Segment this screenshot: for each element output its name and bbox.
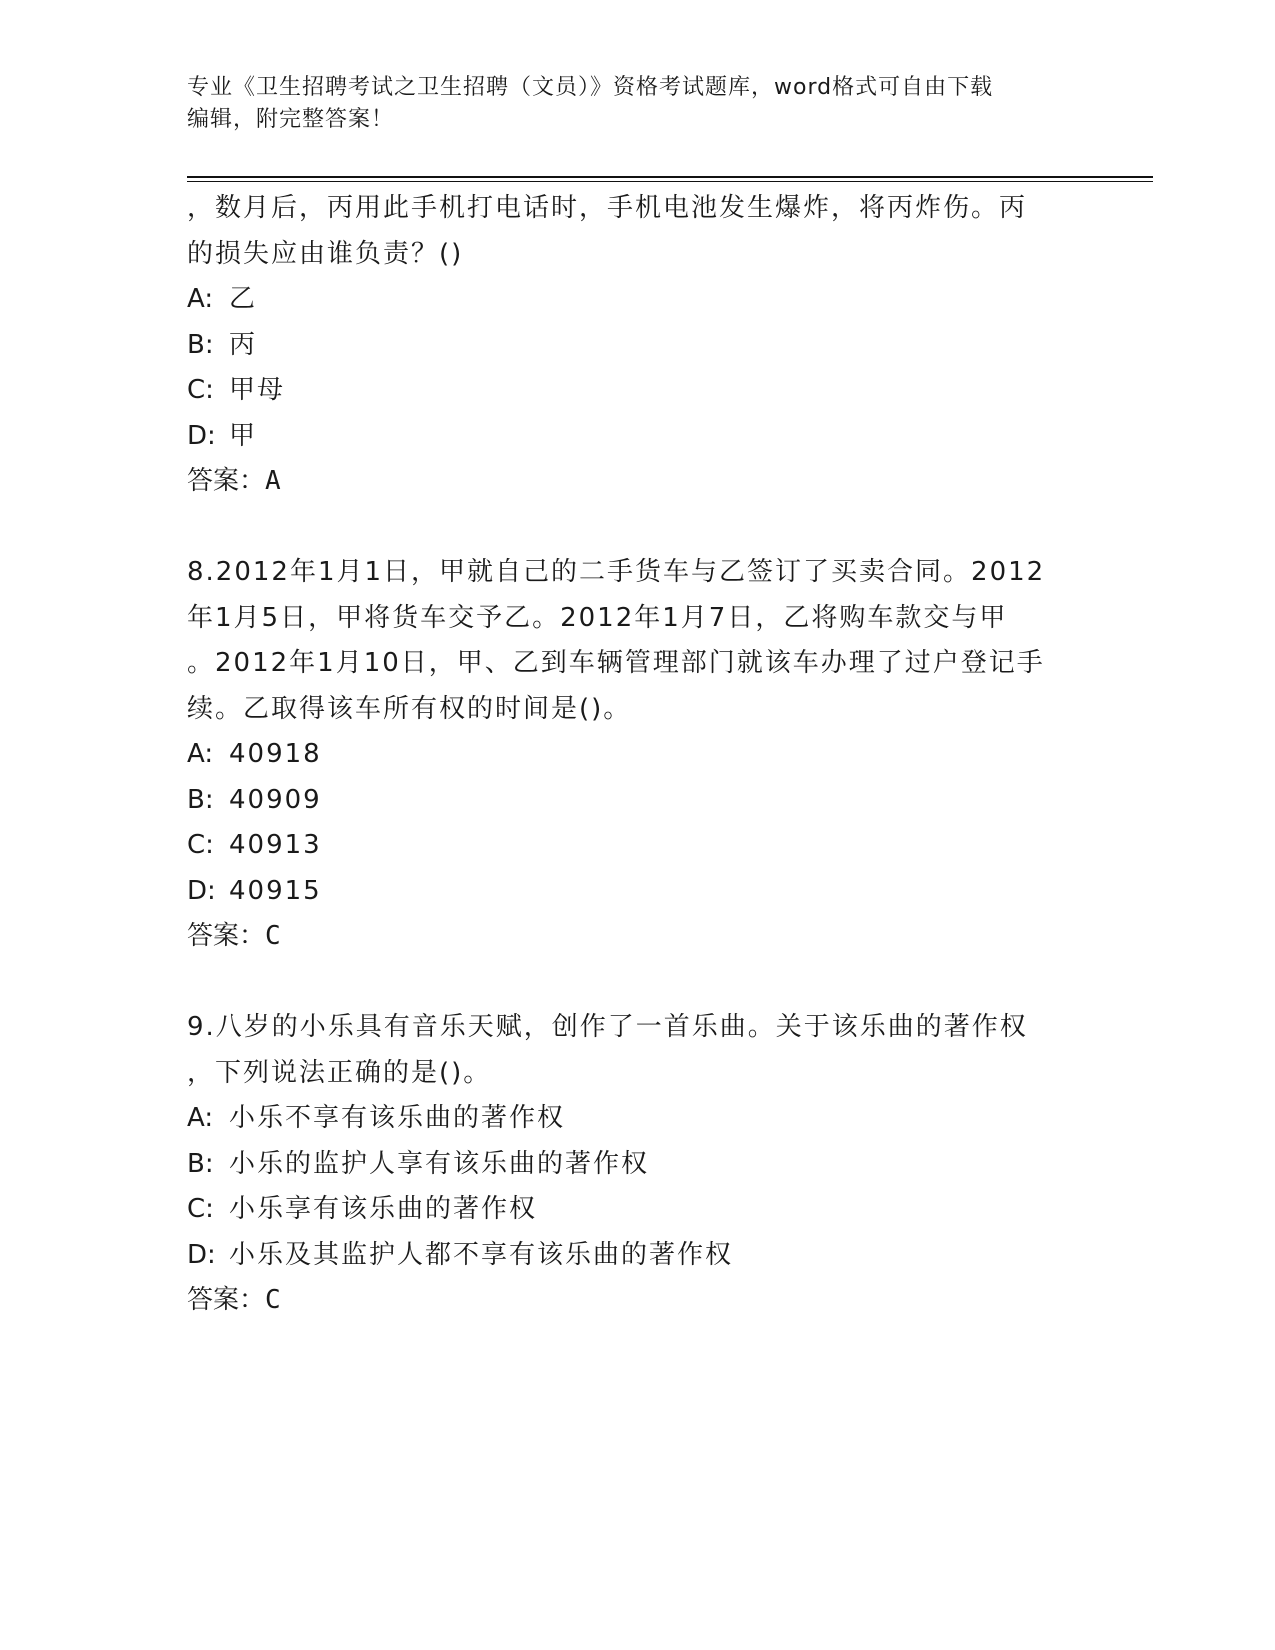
option-c (187, 368, 1087, 414)
question-text-line: ，下列说法正确的是()。 (187, 1057, 492, 1088)
question-text-line: 年1月5日，甲将货车交予乙。2012年1月7日，乙将购车款交与甲 (187, 602, 1008, 633)
option-c (187, 823, 1087, 869)
option-key: D: (187, 1239, 216, 1270)
option-key: A: (187, 284, 214, 314)
spacer (187, 960, 1087, 1006)
option-key: D: (187, 420, 216, 451)
option-text: 甲母 (229, 375, 286, 405)
header-line-1: 专业《卫生招聘考试之卫生招聘（文员）》资格考试题库，word格式可自由下载 (187, 75, 994, 100)
option-a (187, 277, 1087, 323)
option-text: 40918 (229, 739, 322, 769)
option-key: A: (187, 1103, 214, 1133)
question-9 (187, 1005, 1087, 1324)
question-text-line: 的损失应由谁负责？() (187, 238, 464, 269)
answer-label: 答案： (187, 1285, 266, 1315)
answer-value: C (265, 921, 281, 951)
question-8 (187, 550, 1087, 960)
option-d (187, 1233, 1087, 1279)
answer-label: 答案： (187, 921, 266, 951)
option-a (187, 1096, 1087, 1142)
answer-value: A (265, 466, 281, 496)
question-text-line: 续。乙取得该车所有权的时间是()。 (187, 693, 632, 724)
option-key: C: (187, 1194, 214, 1224)
option-key: A: (187, 739, 214, 769)
question-text-line: 9.八岁的小乐具有音乐天赋，创作了一首乐曲。关于该乐曲的著作权 (187, 1012, 1028, 1042)
option-key: B: (187, 784, 214, 815)
option-key: C: (187, 830, 214, 860)
option-d (187, 414, 1087, 460)
answer-label: 答案： (187, 466, 266, 496)
option-key: D: (187, 875, 216, 906)
option-text: 丙 (229, 329, 258, 360)
option-b (187, 323, 1087, 369)
option-key: B: (187, 1148, 214, 1179)
option-text: 小乐的监护人享有该乐曲的著作权 (229, 1148, 650, 1179)
option-text: 40915 (229, 875, 322, 906)
option-d (187, 869, 1087, 915)
spacer (187, 505, 1087, 551)
option-text: 小乐及其监护人都不享有该乐曲的著作权 (229, 1239, 734, 1270)
question-7 (187, 186, 1087, 505)
option-key: C: (187, 375, 214, 405)
header-divider (187, 176, 1153, 182)
header-line-2: 编辑，附完整答案！ (187, 107, 395, 132)
option-text: 小乐不享有该乐曲的著作权 (229, 1103, 566, 1133)
answer (187, 1278, 1087, 1324)
answer (187, 459, 1087, 505)
option-c (187, 1187, 1087, 1233)
question-text-line: 。2012年1月10日，甲、乙到车辆管理部门就该车办理了过户登记手 (187, 648, 1045, 678)
option-key: B: (187, 329, 214, 360)
question-list (187, 186, 1087, 1324)
option-text: 乙 (229, 284, 258, 314)
question-text-line: 8.2012年1月1日，甲就自己的二手货车与乙签订了买卖合同。2012 (187, 557, 1046, 587)
question-text-line: ，数月后，丙用此手机打电话时，手机电池发生爆炸，将丙炸伤。丙 (187, 193, 1028, 223)
answer-value: C (265, 1285, 281, 1315)
option-text: 小乐享有该乐曲的著作权 (229, 1194, 538, 1224)
option-text: 40909 (229, 784, 322, 815)
option-b (187, 778, 1087, 824)
page-header (187, 72, 1087, 136)
option-text: 40913 (229, 830, 322, 860)
option-text: 甲 (229, 420, 258, 451)
answer (187, 914, 1087, 960)
option-a (187, 732, 1087, 778)
option-b (187, 1142, 1087, 1188)
